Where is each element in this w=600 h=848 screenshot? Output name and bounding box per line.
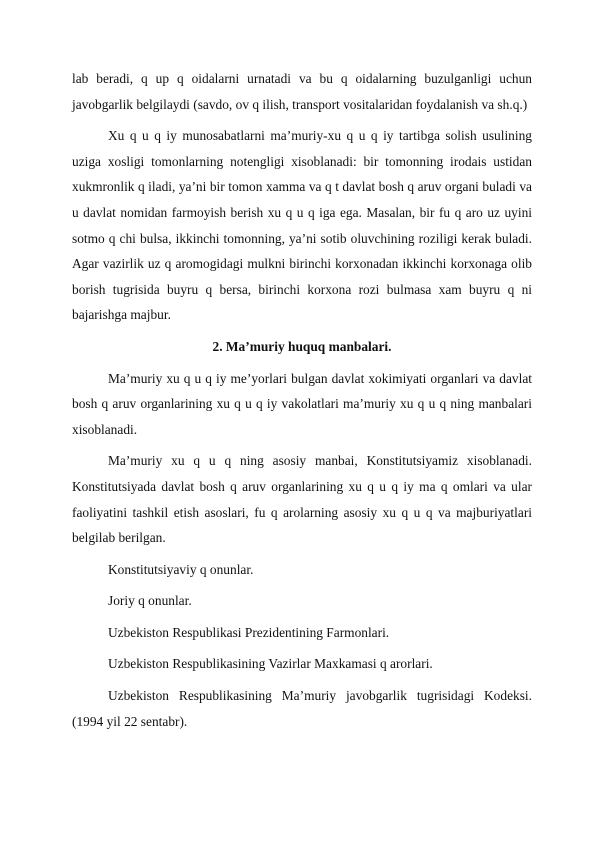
paragraph-constitution: Ma’muriy xu q u q ning asosiy manbai, Konstitutsiyamiz xisoblanadi. Konstitutsiyada davlat bosh q aruv organlarining xu q u q iy ma q omlari va ular faoliyatini tashkil etish asoslari, fu q arolarning asosiy xu q u q va majburiyatlari belgilab berilgan.	[72, 453, 532, 546]
section-heading: 2. Ma’muriy huquq manbalari.	[212, 338, 392, 354]
list-item: Uzbekiston Respublikasining Ma’muriy javobgarlik tugrisidagi Kodeksi. (1994 yil 22 sentabr).	[72, 688, 532, 729]
paragraph-continuation: lab beradi, q up q oidalarni urnatadi va bu q oidalarning buzulganligi uchun javobgarlik belgilaydi (savdo, ov q ilish, transport vositalaridan foydalanish va sh.q.)	[72, 71, 532, 112]
list-item: Joriy q onunlar.	[108, 593, 192, 609]
paragraph-sources-definition: Ma’muriy xu q u q iy me’yorlari bulgan davlat xokimiyati organlari va davlat bosh q aruv organlarining xu q u q iy vakolatlari ma’muriy xu q u q ning manbalari xisoblanadi.	[72, 370, 532, 437]
list-item: Konstitutsiyaviy q onunlar.	[108, 561, 254, 577]
list-item: Uzbekiston Respublikasi Prezidentining Farmonlari.	[108, 624, 390, 640]
list-item: Uzbekiston Respublikasining Vazirlar Maxkamasi q arorlari.	[108, 656, 433, 672]
paragraph-legal-relations: Xu q u q iy munosabatlarni ma’muriy-xu q u q iy tartibga solish usulining uziga xosligi tomonlarning notengligi xisoblanadi: bir tomonning irodais ustidan xukmronlik q iladi, ya’ni bir tomon xamma va q t davlat bosh q aruv organi buladi va u davlat nomidan farmoyish berish xu q u q iga ega. Masalan, bir fu q aro uz uyini sotmo q chi bulsa, ikkinchi tomonning, ya’ni sotib oluvchining roziligi kerak buladi. Agar vazirlik uz q aromogidagi mulkni birinchi korxonadan ikkinchi korxonaga olib borish tugrisida buyru q bersa, birinchi korxona rozi bulmasa xam buyru q ni bajarishga majbur.	[72, 128, 532, 323]
